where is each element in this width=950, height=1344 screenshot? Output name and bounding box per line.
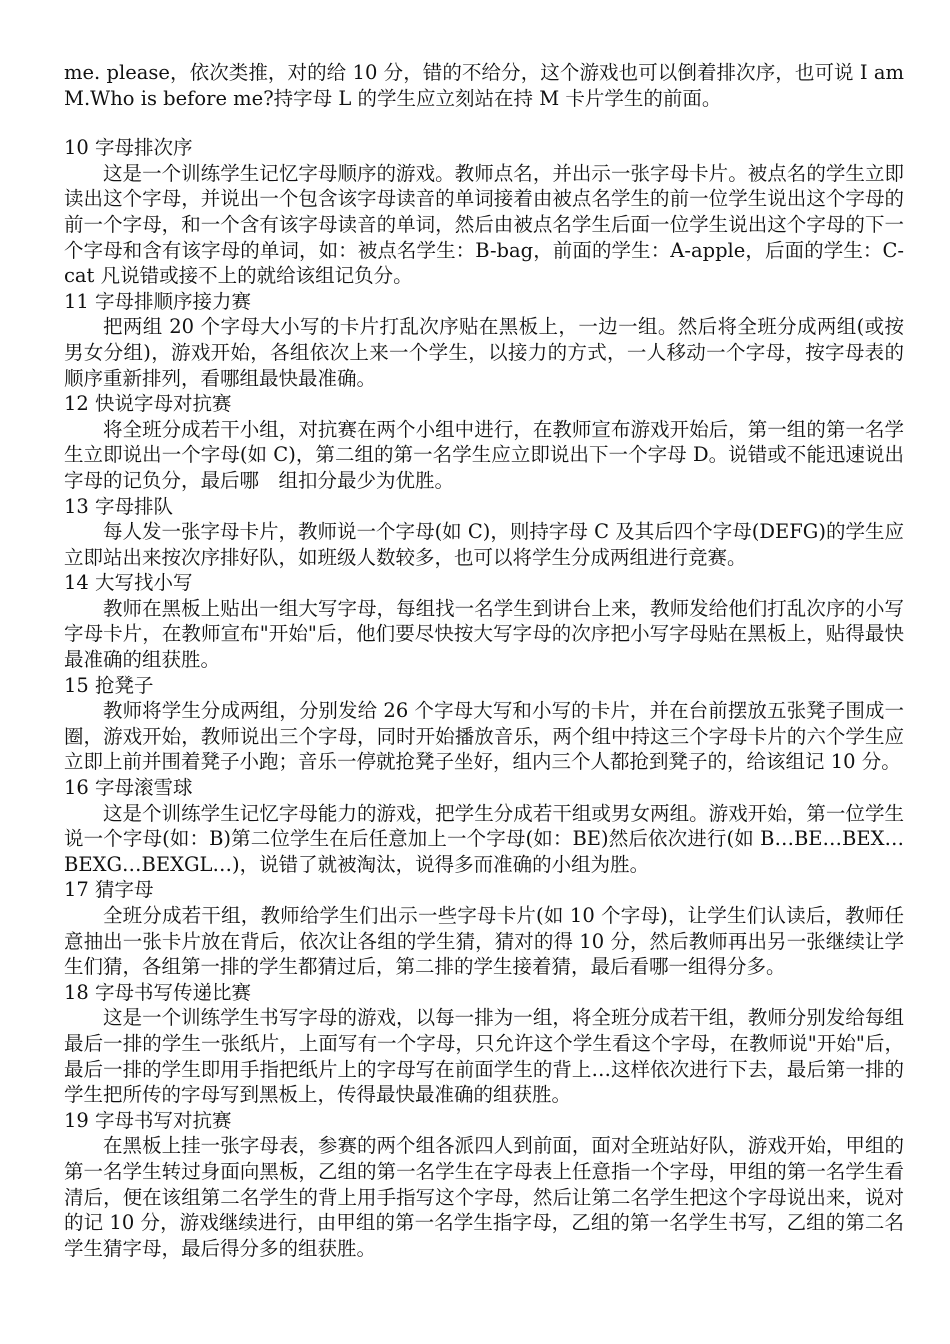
section-15 (64, 673, 904, 775)
section-heading: 17 猜字母 (64, 878, 154, 902)
paragraph-gap (64, 111, 904, 135)
section-body: 这是一个训练学生书写字母的游戏，以每一排为一组，将全班分成若干组，教师分别发给每组最后一排的学生一张纸片，上面写有一个字母，只允许这个学生看这个字母，在教师说"开始"后，最后一排的学生即用手指把纸片上的字母写在前面学生的背上…这样依次进行下去，最后第一排的学生把所传的字母写到黑板上，传得最快最准确的组获胜。 (64, 1006, 904, 1107)
section-body: 教师将学生分成两组，分别发给 26 个字母大写和小写的卡片，并在台前摆放五张凳子围成一圈，游戏开始，教师说出三个字母，同时开始播放音乐，两个组中持这三个字母卡片的六个学生应立即上前并围着凳子小跑；音乐一停就抢凳子坐好，组内三个人都抢到凳子的，给该组记 10 分。 (64, 699, 904, 774)
section-body: 在黑板上挂一张字母表，参赛的两个组各派四人到前面，面对全班站好队，游戏开始，甲组的第一名学生转过身面向黑板，乙组的第一名学生在字母表上任意指一个字母，甲组的第一名学生看清后，便在该组第二名学生的背上用手指写这个字母，然后让第二名学生把这个字母说出来，说对的记 10 分，游戏继续进行，由甲组的第一名学生指字母，乙组的第一名学生书写，乙组的第二名学生猜字母，最后得分多的组获胜。 (64, 1134, 904, 1260)
section-13 (64, 494, 904, 571)
section-11 (64, 289, 904, 391)
section-heading: 16 字母滚雪球 (64, 776, 193, 800)
section-heading: 10 字母排次序 (64, 136, 193, 160)
section-heading: 18 字母书写传递比赛 (64, 980, 252, 1004)
section-heading: 12 快说字母对抗赛 (64, 392, 232, 416)
document-page (64, 60, 904, 1261)
section-body: 这是一个训练学生记忆字母顺序的游戏。教师点名，并出示一张字母卡片。被点名的学生立即读出这个字母，并说出一个包含该字母读音的单词接着由被点名学生的前一位学生说出这个字母的前一个字母，和一个含有该字母读音的单词，然后由被点名学生后面一位学生说出这个字母的下一个字母和含有该字母的单词，如：被点名学生：B-bag，前面的学生：A-apple，后面的学生：C-cat 凡说错或接不上的就给该组记负分。 (64, 161, 904, 288)
section-10 (64, 135, 904, 289)
section-14 (64, 570, 904, 672)
section-heading: 15 抢凳子 (64, 673, 154, 697)
section-heading: 19 字母书写对抗赛 (64, 1108, 232, 1132)
section-19 (64, 1108, 904, 1262)
section-body: 这是个训练学生记忆字母能力的游戏，把学生分成若干组或男女两组。游戏开始，第一位学生说一个字母(如：B)第二位学生在后任意加上一个字母(如：BE)然后依次进行(如 B…BE…BEX…BEXG…BEXGL…)，说错了就被淘汰，说得多而准确的小组为胜。 (64, 801, 904, 876)
section-body: 教师在黑板上贴出一组大写字母，每组找一名学生到讲台上来，教师发给他们打乱次序的小写字母卡片，在教师宣布"开始"后，他们要尽快按大写字母的次序把小写字母贴在黑板上，贴得最快最准确的组获胜。 (64, 596, 904, 672)
section-heading: 13 字母排队 (64, 494, 174, 518)
section-body: 将全班分成若干小组，对抗赛在两个小组中进行，在教师宣布游戏开始后，第一组的第一名学生立即说出一个字母(如 C)，第二组的第一名学生应立即说出下一个字母 D。说错或不能迅速说出字母的记负分，最后哪 组扣分最少为优胜。 (64, 417, 904, 492)
section-heading: 11 字母排顺序接力赛 (64, 289, 252, 313)
section-body: 每人发一张字母卡片，教师说一个字母(如 C)，则持字母 C 及其后四个字母(DEFG)的学生应立即站出来按次序排好队，如班级人数较多，也可以将学生分成两组进行竞赛。 (64, 520, 904, 569)
section-body: 全班分成若干组，教师给学生们出示一些字母卡片(如 10 个字母)，让学生们认读后，教师任意抽出一张卡片放在背后，依次让各组的学生猜，猜对的得 10 分，然后教师再出另一张继续让学生们猜，各组第一排的学生都猜过后，第二排的学生接着猜，最后看哪一组得分多。 (64, 904, 904, 979)
intro-paragraph: me. please，依次类推，对的给 10 分，错的不给分，这个游戏也可以倒着排次序，也可说 I am M.Who is before me?持字母 L 的学生应立刻站在持 M 卡片学生的前面。 (64, 61, 904, 110)
section-18 (64, 980, 904, 1108)
section-heading: 14 大写找小写 (64, 571, 193, 595)
section-16 (64, 775, 904, 877)
section-12 (64, 391, 904, 493)
section-17 (64, 877, 904, 979)
section-body: 把两组 20 个字母大小写的卡片打乱次序贴在黑板上，一边一组。然后将全班分成两组(或按男女分组)，游戏开始，各组依次上来一个学生，以接力的方式，一人移动一个字母，按字母表的顺序重新排列，看哪组最快最准确。 (64, 315, 904, 390)
